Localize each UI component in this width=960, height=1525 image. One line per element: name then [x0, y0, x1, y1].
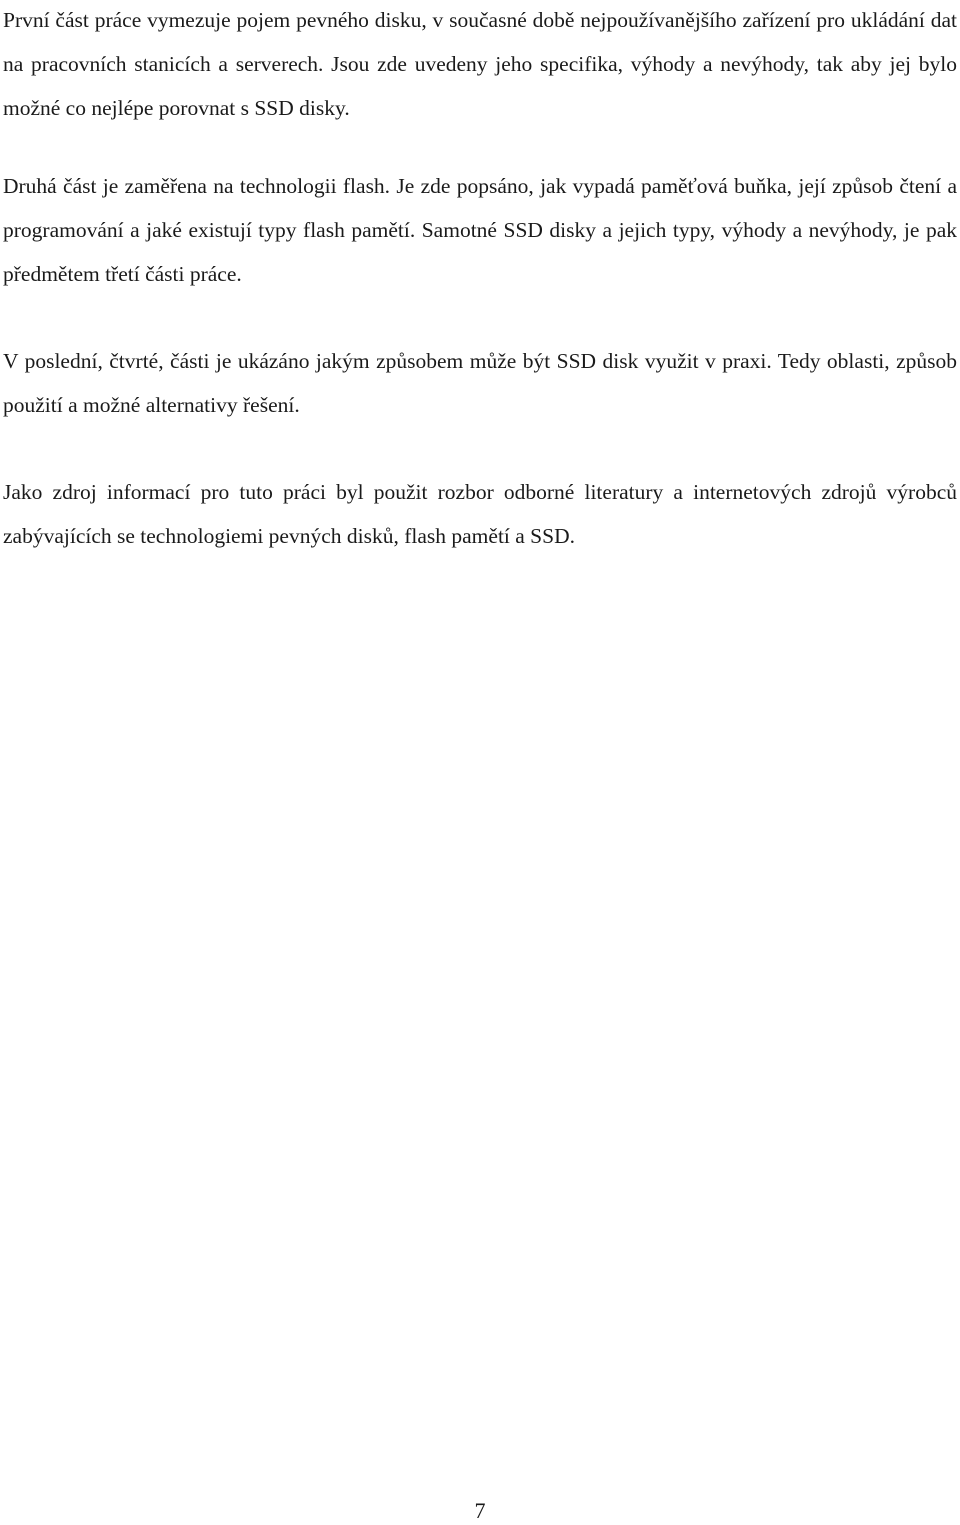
paragraph-sources: Jako zdroj informací pro tuto práci byl použit rozbor odborné literatury a internetových zdrojů výrobců zabývajících se technologiemi pevných disků, flash pamětí a SSD. — [3, 480, 957, 548]
paragraph-hard-disk: První část práce vymezuje pojem pevného disku, v současné době nejpoužívanějšího zařízení pro ukládání dat na pracovních stanicích a serverech. Jsou zde uvedeny jeho specifika, výhody a nevýhody, tak aby jej bylo možné co nejlépe porovnat s SSD disky. — [3, 8, 957, 120]
paragraph-ssd-practice: V poslední, čtvrté, části je ukázáno jakým způsobem může být SSD disk využit v praxi. Tedy oblasti, způsob použití a možné alternativy řešení. — [3, 349, 957, 417]
paragraph-flash-technology: Druhá část je zaměřena na technologii flash. Je zde popsáno, jak vypadá paměťová buňka, její způsob čtení a programování a jaké existují typy flash pamětí. Samotné SSD disky a jejich typy, výhody a nevýhody, je pak předmětem třetí části práce. — [3, 174, 957, 286]
page-number: 7 — [474, 1498, 486, 1523]
